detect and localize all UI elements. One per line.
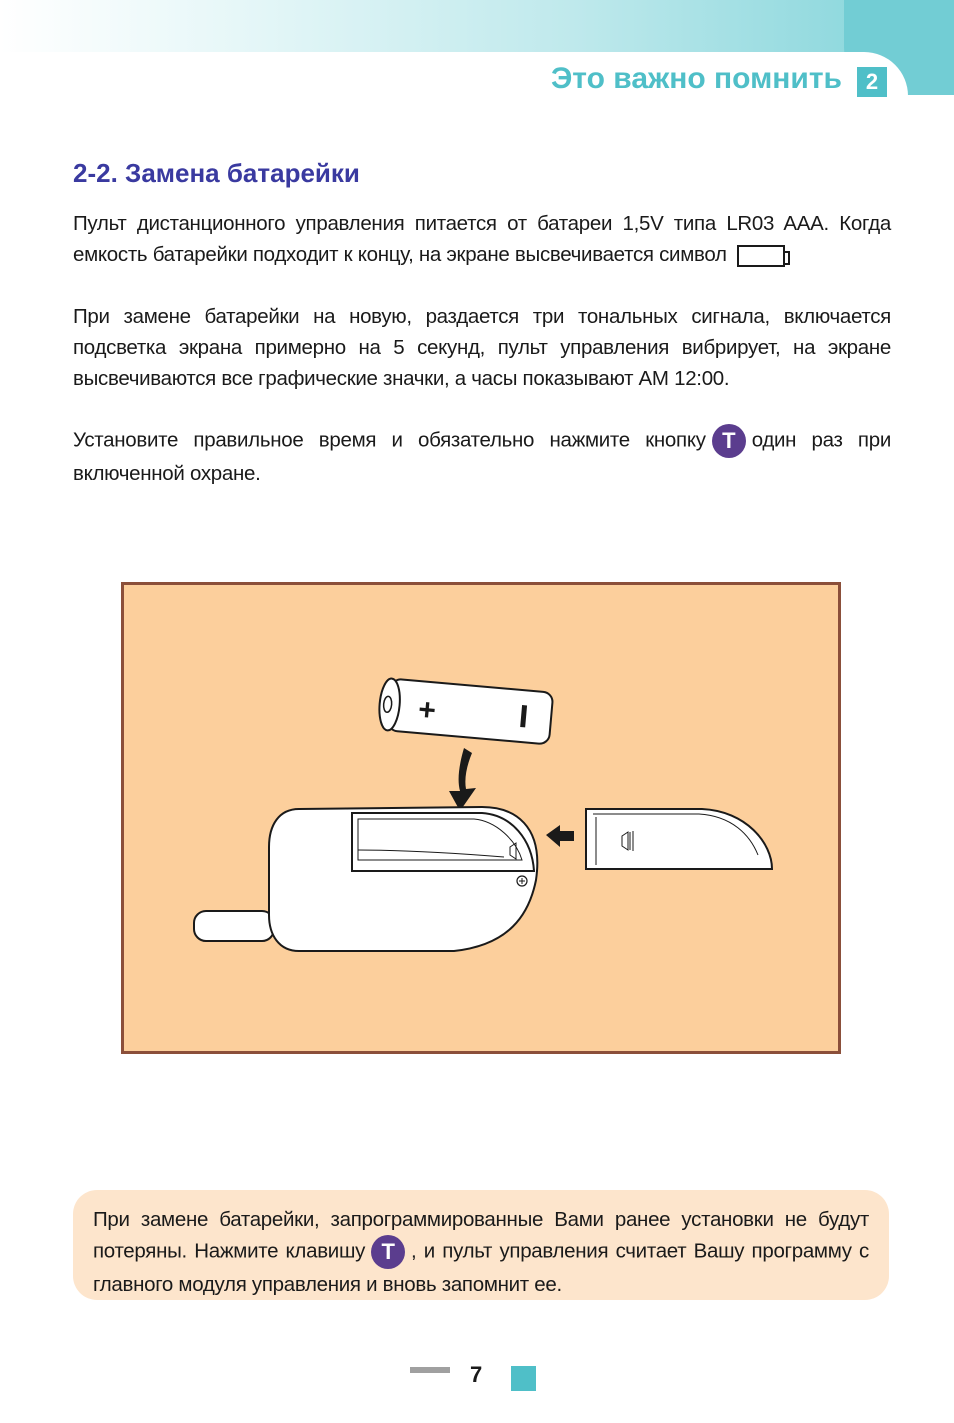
slide-arrow-icon bbox=[546, 825, 574, 847]
paragraph-set-time bbox=[73, 424, 891, 489]
note-text-part: При замене батарейки, запрограммированные Вами ранее установки не будут потеряны. Нажмите клавишу bbox=[93, 1208, 869, 1263]
note-text bbox=[93, 1204, 869, 1300]
paragraph-text: один раз при включенной охране. bbox=[73, 428, 891, 485]
header-gradient-band bbox=[0, 0, 954, 52]
paragraph-text: Установите правильное время и обязательно нажмите кнопку bbox=[73, 428, 706, 452]
paragraph-text: Пульт дистанционного управления питается от батареи 1,5V типа LR03 AAA. Когда емкость батарейки подходит к концу, на экране высвечивается символ bbox=[73, 212, 891, 266]
remote-body-drawing bbox=[194, 807, 537, 951]
chapter-title: Это важно помнить bbox=[550, 62, 842, 95]
section-heading: 2-2. Замена батарейки bbox=[73, 158, 360, 188]
chapter-number-badge: 2 bbox=[857, 67, 887, 97]
t-key-icon: T bbox=[712, 424, 746, 458]
paragraph-battery-info bbox=[73, 208, 891, 270]
battery-cover-drawing bbox=[586, 809, 772, 869]
t-key-icon: T bbox=[371, 1235, 405, 1269]
battery-plus-sign: + bbox=[416, 693, 438, 728]
battery-empty-icon bbox=[737, 245, 785, 267]
battery-replacement-illustration bbox=[121, 582, 841, 1054]
page-number: 7 bbox=[470, 1362, 483, 1387]
paragraph-replacement-signals: При замене батарейки на новую, раздается три тональных сигнала, включается подсветка экрана примерно на 5 секунд, пульт управления вибрирует, на экране высвечиваются все графические значки, а часы показывают AM 12:00. bbox=[73, 305, 891, 390]
battery-drawing bbox=[377, 678, 553, 745]
note-text-part: , и пульт управления считает Вашу программу с главного модуля управления и вновь запомнит ее. bbox=[93, 1239, 869, 1296]
note-box bbox=[73, 1190, 889, 1300]
footer-bar bbox=[410, 1367, 450, 1373]
footer-square bbox=[511, 1366, 536, 1391]
insert-arrow-icon bbox=[449, 748, 476, 811]
illustration-svg bbox=[124, 585, 838, 1051]
